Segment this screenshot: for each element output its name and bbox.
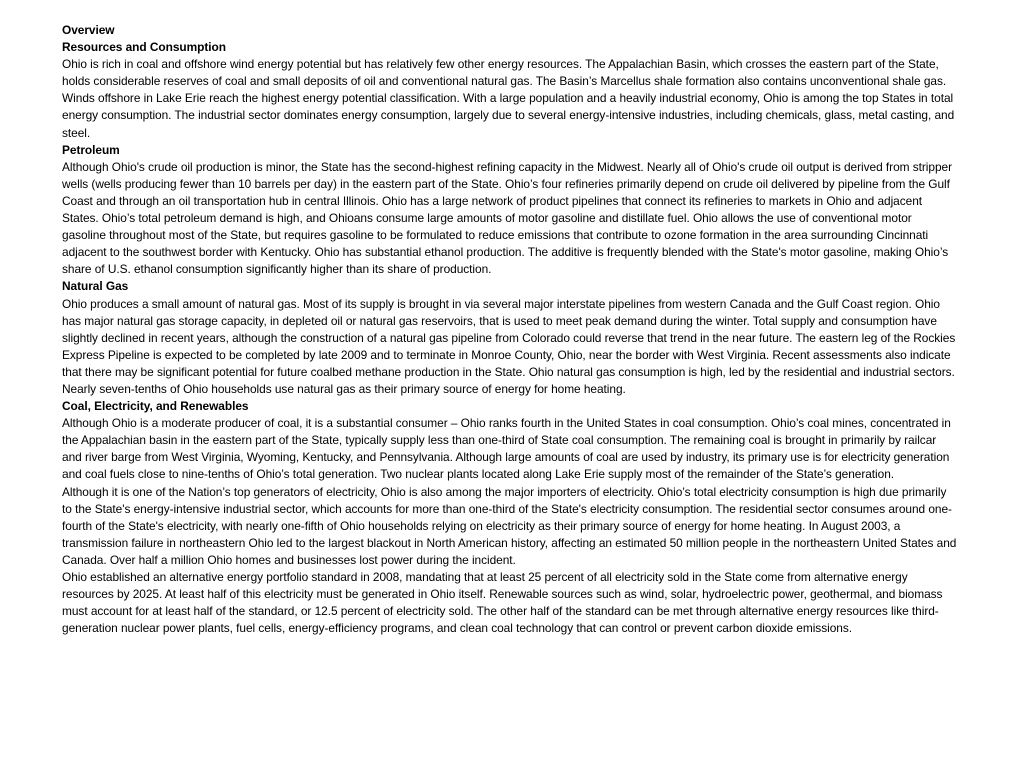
coal-heading: Coal, Electricity, and Renewables (62, 399, 249, 414)
renewables-paragraph: Ohio established an alternative energy portfolio standard in 2008, mandating that at least 25 percent of all electricity sold in the State come from alternative energy resources by 2025. At least half of this electricity must be generated in Ohio itself. Renewable sources such as wind, solar, hydroelectric power, geothermal, and biomass must account for at least half of the standard, or 12.5 percent of electricity sold. The other half of the standard can be met through alternative energy resources like third-generation nuclear power plants, fuel cells, energy-efficiency programs, and clean coal technology that can control or prevent carbon dioxide emissions. (62, 570, 943, 636)
document-body (62, 22, 958, 637)
overview-heading: Overview (62, 23, 115, 37)
coal-paragraph: Although Ohio is a moderate producer of coal, it is a substantial consumer – Ohio ranks fourth in the United States in coal consumption. Ohio’s coal mines, concentrated in the Appalachian basin in the eastern part of the State, typically supply less than one-third of State coal consumption. The remaining coal is brought in primarily by railcar and river barge from West Virginia, Wyoming, Kentucky, and Pennsylvania. Although large amounts of coal are used by industry, its primary use is for electricity generation and coal fuels close to nine-tenths of Ohio’s total generation. Two nuclear plants located along Lake Erie supply most of the remainder of the State’s generation. (62, 416, 951, 482)
resources-paragraph: Ohio is rich in coal and offshore wind energy potential but has relatively few other energy resources. The Appalachian Basin, which crosses the eastern part of the State, holds considerable reserves of coal and small deposits of oil and conventional natural gas. The Basin’s Marcellus shale formation also contains unconventional shale gas. Winds offshore in Lake Erie reach the highest energy potential classification. With a large population and a heavily industrial economy, Ohio is among the top States in total energy consumption. The industrial sector dominates energy consumption, largely due to several energy-intensive industries, including chemicals, glass, metal casting, and steel. (62, 57, 955, 140)
natural-gas-heading: Natural Gas (62, 279, 129, 294)
natural-gas-paragraph: Ohio produces a small amount of natural gas. Most of its supply is brought in via several major interstate pipelines from western Canada and the Gulf Coast region. Ohio has major natural gas storage capacity, in depleted oil or natural gas reservoirs, that is used to meet peak demand during the winter. Total supply and consumption have slightly declined in recent years, although the construction of a natural gas pipeline from Colorado could reverse that trend in the near future. The eastern leg of the Rockies Express Pipeline is expected to be completed by late 2009 and to terminate in Monroe County, Ohio, near the border with West Virginia. Recent assessments also indicate that there may be significant potential for future coalbed methane production in the State. Ohio natural gas consumption is high, led by the residential and industrial sectors. Nearly seven-tenths of Ohio households use natural gas as their primary source of energy for home heating. (62, 296, 956, 396)
petroleum-heading: Petroleum (62, 142, 120, 157)
petroleum-paragraph: Although Ohio's crude oil production is minor, the State has the second-highest refining capacity in the Midwest. Nearly all of Ohio's crude oil output is derived from stripper wells (wells producing fewer than 10 barrels per day) in the eastern part of the State. Ohio’s four refineries primarily depend on crude oil delivered by pipeline from the Gulf Coast and through an oil transportation hub in central Illinois. Ohio has a large network of product pipelines that connect its refineries to markets in Ohio and adjacent States. Ohio’s total petroleum demand is high, and Ohioans consume large amounts of motor gasoline and distillate fuel. Ohio allows the use of conventional motor gasoline throughout most of the State, but requires gasoline to be formulated to reduce emissions that contribute to ozone formation in the area surrounding Cincinnati adjacent to the southwest border with Kentucky. Ohio has substantial ethanol production. The additive is frequently blended with the State's motor gasoline, making Ohio’s share of U.S. ethanol consumption significantly higher than its share of production. (62, 159, 952, 277)
resources-heading: Resources and Consumption (62, 40, 226, 55)
electricity-paragraph: Although it is one of the Nation’s top generators of electricity, Ohio is also among the major importers of electricity. Ohio’s total electricity consumption is high due primarily to the State's energy-intensive industrial sector, which accounts for more than one-third of the State's electricity consumption. The residential sector consumes around one-fourth of the State's electricity, with nearly one-fifth of Ohio households relying on electricity as their primary source of energy for home heating. In August 2003, a transmission failure in northeastern Ohio led to the largest blackout in North American history, affecting an estimated 50 million people in the northeastern United States and Canada. Over half a million Ohio homes and businesses lost power during the incident. (62, 484, 957, 567)
